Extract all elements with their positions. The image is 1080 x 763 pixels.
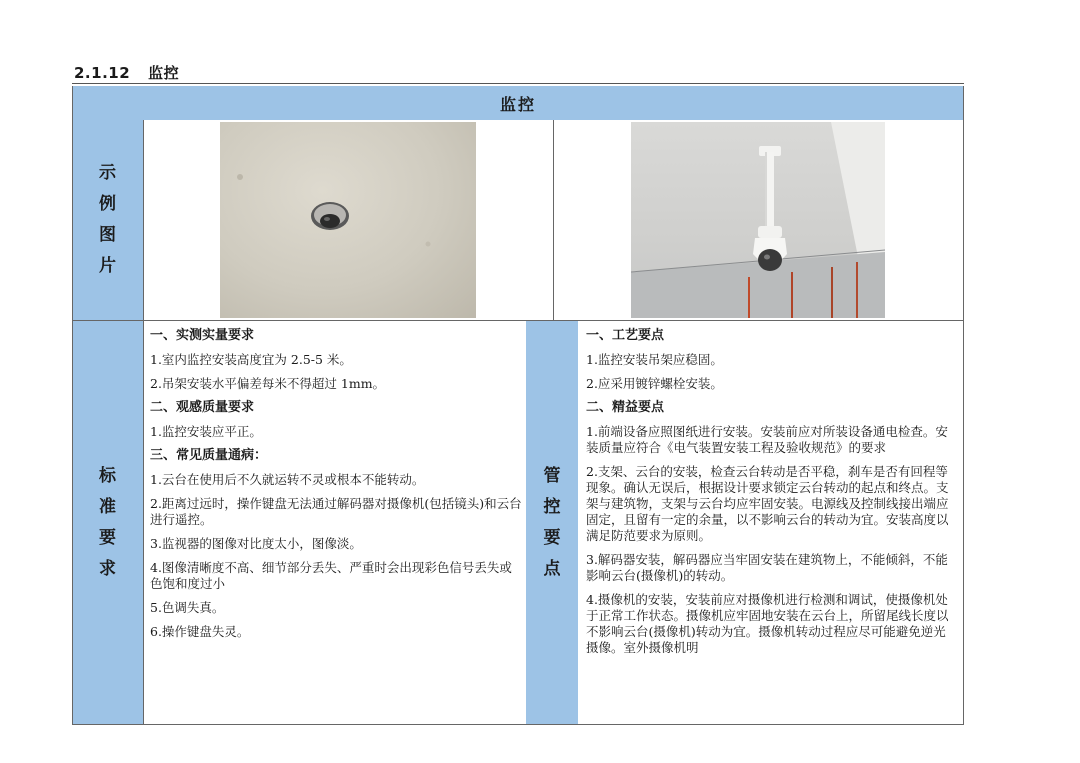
ptz-camera-image (631, 122, 885, 318)
side-char: 点 (543, 558, 561, 579)
requirement-item: 1.监控安装吊架应稳固。 (586, 352, 723, 367)
side-char: 图 (99, 225, 116, 245)
requirement-item: 6.操作键盘失灵。 (150, 624, 250, 639)
requirement-item: 3.监视器的图像对比度太小，图像淡。 (150, 536, 362, 551)
side-label-control (526, 320, 578, 725)
section-name: 监控 (148, 64, 180, 82)
section-heading: 三、常见质量通病： (150, 448, 268, 463)
table-border-left (72, 86, 73, 725)
table-border-bottom (72, 724, 964, 725)
section-heading: 二、精益要点 (586, 400, 665, 415)
ptz-camera-photo (631, 122, 885, 318)
title-rule (72, 83, 964, 84)
requirement-item: 2.吊架安装水平偏差每米不得超过 1mm。 (150, 376, 386, 391)
requirement-item: 5.色调失真。 (150, 600, 225, 615)
table-header (72, 86, 964, 120)
side-char: 要 (99, 527, 116, 548)
requirement-item: 1.前端设备应照图纸进行安装。安装前应对所装设备通电检查。安装质量应符合《电气装置安装工程及验收规范》的要求 (586, 424, 948, 455)
section-title (74, 62, 179, 83)
section-heading: 一、工艺要点 (586, 328, 665, 343)
side-char: 控 (543, 496, 561, 517)
requirement-item: 2.支架、云台的安装，检查云台转动是否平稳，刹车是否有回程等现象。确认无误后，根据设计要求锁定云台转动的起点和终点。支架与建筑物，支架与云台均应牢固安装。电源线及控制线接出端应固定，且留有一定的余量，以不影响云台的转动为宜。安装高度以满足防范要求为原则。 (586, 464, 949, 543)
table-border-right (963, 86, 964, 725)
requirement-item: 4.图像清晰度不高、细节部分丢失、严重时会出现彩色信号丢失或色饱和度过小 (150, 560, 512, 591)
standard-requirements (150, 328, 522, 648)
side-char: 片 (99, 256, 116, 276)
side-char: 求 (99, 558, 116, 579)
image-divider (553, 120, 554, 320)
requirement-item: 2.应采用镀锌螺栓安装。 (586, 376, 723, 391)
section-number: 2.1.12 (74, 64, 131, 82)
requirement-item: 4.摄像机的安装，安装前应对摄像机进行检测和调试，使摄像机处于正常工作状态。摄像机应牢固地安装在云台上，所留尾线长度以不影响云台(摄像机)转动为宜。摄像机转动过程应尽可能避免逆光摄像。室外摄像机明 (586, 592, 949, 655)
requirement-item: 1.室内监控安装高度宜为 2.5-5 米。 (150, 352, 352, 367)
side-char: 例 (99, 194, 116, 214)
table-header-text: 监控 (499, 94, 536, 114)
side-char: 要 (543, 527, 561, 548)
row-divider (72, 320, 964, 321)
dome-camera-image (220, 122, 476, 318)
section-heading: 一、实测实量要求 (150, 328, 255, 343)
side-label-standard (72, 320, 143, 725)
requirement-item: 3.解码器安装，解码器应当牢固安装在建筑物上，不能倾斜，不能影响云台(摄像机)的转动。 (586, 552, 948, 583)
table-divider (143, 120, 144, 725)
side-char: 标 (99, 465, 116, 486)
dome-camera-photo (220, 122, 476, 318)
side-char: 准 (99, 496, 116, 517)
side-char: 管 (543, 465, 561, 486)
side-char: 示 (99, 163, 116, 183)
requirement-item: 2.距离过远时，操作键盘无法通过解码器对摄像机(包括镜头)和云台进行遥控。 (150, 496, 522, 527)
section-heading: 二、观感质量要求 (150, 400, 255, 415)
requirement-item: 1.监控安装应平正。 (150, 424, 262, 439)
requirement-item: 1.云台在使用后不久就运转不灵或根本不能转动。 (150, 472, 425, 487)
side-label-example (72, 120, 143, 320)
control-points (586, 328, 958, 664)
